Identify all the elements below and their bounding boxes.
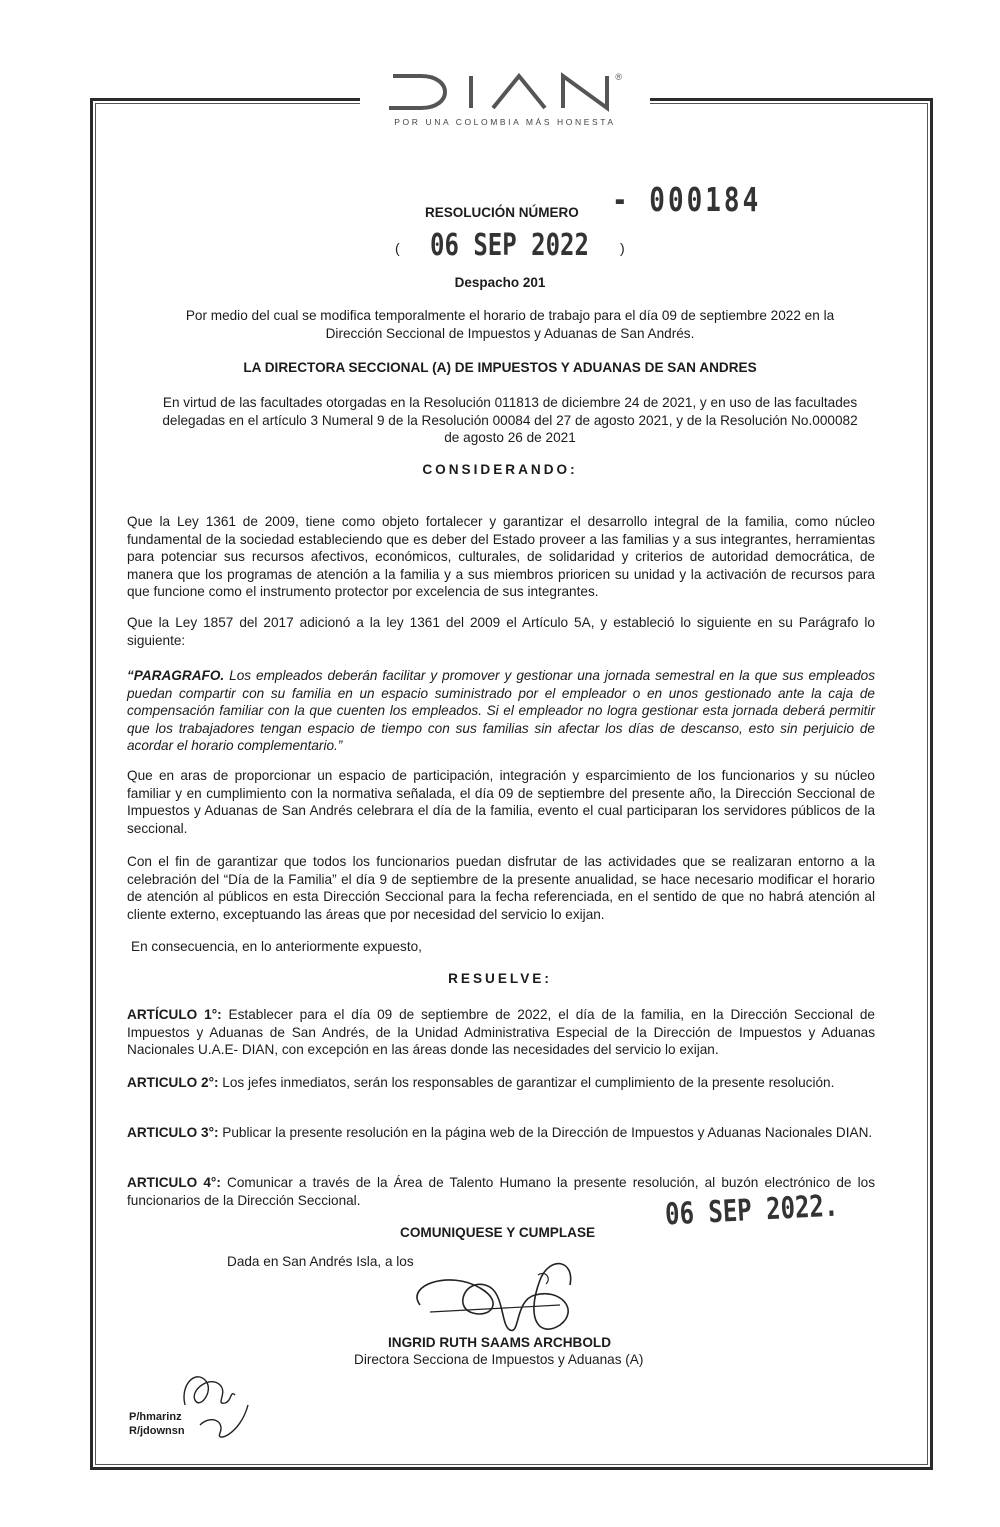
article-1 bbox=[127, 1006, 875, 1059]
authority-title: LA DIRECTORA SECCIONAL (A) DE IMPUESTOS Y ADUANAS DE SAN ANDRES bbox=[243, 360, 757, 375]
director-signature bbox=[410, 1250, 590, 1340]
resuelve-heading: RESUELVE: bbox=[448, 971, 552, 986]
dian-logo bbox=[360, 70, 650, 140]
subject bbox=[120, 307, 900, 342]
considerando-paragraph-2: Que la Ley 1857 del 2017 adicionó a la ley 1361 del 2009 el Artículo 5A, y estableció lo siguiente en su Parágrafo lo siguiente: bbox=[127, 615, 875, 648]
date-paren-open: ( bbox=[395, 240, 400, 256]
paragrafo-text: Los empleados deberán facilitar y promover y gestionar una jornada semestral en la que sus empleados puedan compartir con su familia en un espacio suministrado por el empleador o en unos gestionado ante la caja de compensación familiar con la que cuenten los empleados. Si el empleador no logra gestionar esta jornada deberá permitir que los trabajadores tengan espacio de tiempo con sus familias sin afectar los días de descanso, esto sin perjuicio de acordar el horario complementario.” bbox=[127, 668, 875, 753]
considerando-heading: CONSIDERANDO: bbox=[422, 462, 578, 477]
article-2 bbox=[127, 1074, 875, 1092]
article-3-label: ARTICULO 3°: bbox=[127, 1125, 219, 1140]
signer-name: INGRID RUTH SAAMS ARCHBOLD bbox=[388, 1335, 612, 1350]
paragrafo-label: “PARAGRAFO. bbox=[127, 668, 225, 683]
paragrafo-quote bbox=[127, 667, 875, 755]
date-paren-close: ) bbox=[620, 240, 625, 256]
article-2-text: Los jefes inmediatos, serán los responsables de garantizar el cumplimiento de la presente resolución. bbox=[218, 1075, 835, 1090]
proyecto-initials: P/hmarinz bbox=[129, 1411, 182, 1423]
article-4-label: ARTICULO 4°: bbox=[127, 1175, 221, 1190]
article-4-text: Comunicar a través de la Área de Talento Humano la presente resolución, al buzón electrónico de los funcionarios de la Dirección Seccional. bbox=[127, 1175, 875, 1208]
registered-mark: ® bbox=[615, 72, 622, 82]
office-name: Despacho 201 bbox=[454, 275, 546, 290]
logo-tagline: POR UNA COLOMBIA MÁS HONESTA bbox=[394, 117, 616, 127]
authority-line-1: En virtud de las facultades otorgadas en la Resolución 011813 de diciembre 24 de 2021, y en uso de las facultades bbox=[162, 395, 858, 410]
resolution-label: RESOLUCIÓN NÚMERO bbox=[425, 205, 579, 220]
authority-line-3: de agosto 26 de 2021 bbox=[444, 430, 576, 445]
authority-basis bbox=[110, 394, 910, 447]
subject-line-2: Dirección Seccional de Impuestos y Aduanas de San Andrés. bbox=[325, 325, 695, 341]
dian-logo-mark bbox=[385, 70, 625, 114]
considerando-paragraph-3: Que en aras de proporcionar un espacio de participación, integración y esparcimiento de los funcionarios y su núcleo familiar y en cumplimiento con la normativa señalada, el día 09 de septiembre del presente año, la Dirección Seccional de Impuestos y Aduanas de San Andrés celebrara el día de la familia, evento el cual participaran los servidores públicos de la seccional. bbox=[127, 768, 875, 836]
article-3-text: Publicar la presente resolución en la página web de la Dirección de Impuestos y Aduanas Nacionales DIAN. bbox=[218, 1125, 873, 1140]
reviso-initials: R/jdownsn bbox=[129, 1425, 185, 1437]
considerando-paragraph-1: Que la Ley 1361 de 2009, tiene como objeto fortalecer y garantizar el desarrollo integral de la familia, como núcleo fundamental de la sociedad estableciendo que es deber del Estado proveer a las familias y a sus integrantes, herramientas para potenciar sus recursos afectivos, económicos, culturales, de solidaridad y criterios de autoridad democrática, de manera que los programas de atención a la familia y a sus miembros prioricen su unidad y la activación de recursos para que funcione como el instrumento protector por excelencia de sus integrantes. bbox=[127, 514, 875, 599]
resolution-number: - 000184 bbox=[612, 182, 762, 220]
considerando-paragraph-4: Con el fin de garantizar que todos los funcionarios puedan disfrutar de las actividades que se realizaran entorno a la celebración del “Día de la Familia” el día 9 de septiembre de la presente anualidad, se hace necesario modificar el horario de atención al públicos en esta Dirección Seccional para la fecha referenciada, en el sentido de que no habrá atención al cliente externo, exceptuando las áreas que por necesidad del servicio lo exijan. bbox=[127, 854, 875, 922]
signer-title: Directora Secciona de Impuestos y Aduanas (A) bbox=[354, 1352, 644, 1367]
authority-line-2: delegadas en el artículo 3 Numeral 9 de la Resolución 00084 del 27 de agosto 2021, y de la Resolución No.000082 bbox=[162, 412, 858, 428]
considerando-paragraph-5: En consecuencia, en lo anteriormente expuesto, bbox=[131, 939, 422, 954]
article-1-label: ARTÍCULO 1°: bbox=[127, 1007, 222, 1022]
subject-line-1: Por medio del cual se modifica temporalmente el horario de trabajo para el día 09 de septiembre 2022 en la bbox=[185, 308, 835, 323]
dada-en: Dada en San Andrés Isla, a los bbox=[227, 1254, 414, 1269]
article-1-text: Establecer para el día 09 de septiembre de 2022, el día de la familia, en la Dirección Seccional de Impuestos y Aduanas de San Andrés, de la Unidad Administrativa Especial de la Dirección de Impuestos y Aduanas Nacionales U.A.E- DIAN, con excepción en las áreas donde las necesidades del servicio lo exijan. bbox=[127, 1007, 875, 1057]
closing-date-stamp: 06 SEP 2022. bbox=[664, 1187, 840, 1233]
initials-signature bbox=[170, 1365, 260, 1450]
article-2-label: ARTICULO 2°: bbox=[127, 1075, 219, 1090]
comuniquese-cumplase: COMUNIQUESE Y CUMPLASE bbox=[400, 1225, 596, 1240]
article-3 bbox=[127, 1124, 875, 1142]
resolution-date-stamp: 06 SEP 2022 bbox=[430, 227, 589, 263]
